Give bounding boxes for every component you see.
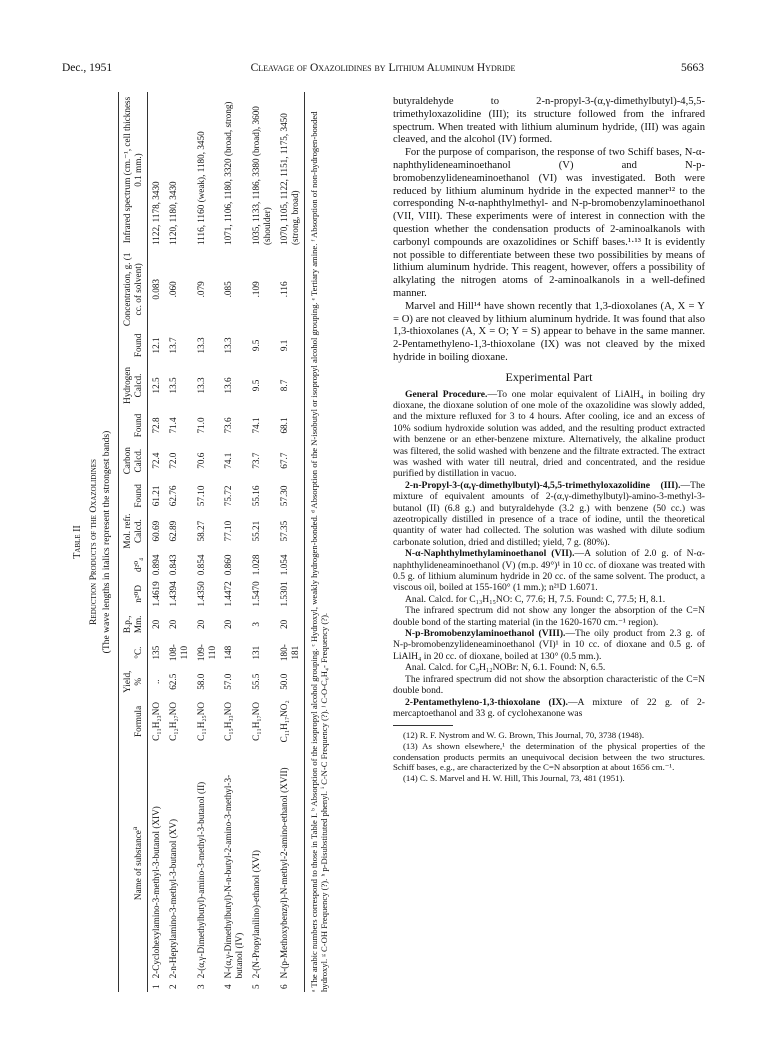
cell-yield: 50.0 (276, 666, 304, 697)
cell-nd: 1.5470 (251, 581, 262, 607)
table-row (148, 92, 165, 992)
cell-mr-found: 61.21 (151, 485, 162, 507)
cell-h-calcd: 8.7 (276, 360, 304, 411)
exp-text: —A mixture of 22 g. of 2-mercaptoethanol and 33 g. of cyclohexanone was (393, 696, 705, 719)
col-mr-found: Found (119, 481, 148, 511)
cell-nd: 1.5301 (276, 578, 304, 609)
cell-h-found: 13.7 (168, 337, 178, 354)
cell-bp-mm: 3 (251, 622, 262, 627)
table-row (248, 92, 276, 992)
cell-c-found: 68.1 (276, 411, 304, 441)
cell-h-calcd: 9.5 (251, 379, 262, 392)
exp-paragraph (393, 697, 705, 720)
col-bp-mm: B.p., Mm. (119, 610, 148, 640)
cell-c-calcd: 72.4 (151, 452, 162, 469)
exp-text: —The oily product from 2.3 g. of N-p-bromobenzylideneaminoethanol (VI)¹ in 10 cc. of dioxane and 0.5 g. of LiAlH₄ in 20 cc. of dioxane, boiled at 130° (0.5 mm.). (393, 628, 705, 662)
cell-name: N-(α,γ-Dimethylbutyl)-N-n-butyl-2-amino-3-methyl-3-butanol (IV) (223, 774, 245, 979)
exp-paragraph (393, 389, 705, 480)
table-caption: Table II (72, 525, 83, 559)
cell-h-calcd: 13.6 (223, 377, 234, 394)
cell-name: 2-(α,γ-Dimethylbutyl)-amino-3-methyl-3-butanol (II) (195, 781, 206, 979)
col-mr-calcd: Mol. refr. Calcd. (119, 511, 148, 552)
cell-bp-mm: 20 (151, 619, 162, 629)
table-footnotes: ᵃ The arabic numbers correspond to those in Table I. ᵇ Absorption of the isopropyl alcohol grouping. ᶜ Hydroxyl, weakly hydrogen-bonded. ᵈ Absorption of the N-isobutyl or isopropyl alcohol grouping. ᵉ Tertiary amine. ᶠ Absorption of non-hydrogen-bonded hydroxyl. ᵍ C-OH Frequency (?). ʰ p-Disubstituted phenyl. ⁱ C-N-C Frequency (?). ʲ C-O-C₆H₄- Frequency (?). (308, 111, 329, 992)
cell-no: 6 (276, 981, 304, 992)
cell-h-found: 9.5 (251, 339, 262, 352)
cell-conc: .085 (223, 281, 234, 298)
cell-h-found: 13.3 (223, 337, 234, 354)
exp-text: —A solution of 2.0 g. of N-α-naphthylideneaminoethanol (V) (m.p. 49°)¹ in 10 cc. of dioxane was treated with 0.5 g. of lithium aluminum hydride in 20 cc. of the same solvent. The product, a viscous oil, boiled at 155-160° (1 mm.); n²¹D 1.6071. (393, 548, 705, 594)
table-ii-region (64, 92, 382, 992)
cell-ir: 1116, 1160 (weak), 1180, 3450 (195, 131, 206, 245)
col-nd: n²⁰D (119, 578, 148, 609)
col-c-found: Found (119, 411, 148, 441)
cell-name: 2-n-Heptylamino-3-methyl-3-butanol (XV) (168, 818, 178, 979)
cell-ir: 1035, 1133, 1186, 3380 (broad), 3600 (shoulder) (251, 106, 273, 245)
body-paragraph: butyraldehyde to 2-n-propyl-3-(α,γ-dimethylbutyl)-4,5,5-trimethyloxazolidine (III); its structure followed from the infrared spectrum. When treated with lithium aluminum hydride, (III) was again cleaved, and the alcohol (IV) formed. (393, 96, 705, 146)
cell-bp-c: 131 (251, 645, 262, 660)
right-column (393, 96, 705, 783)
section-heading: Experimental Part (505, 369, 593, 384)
cell-ir: 1120, 1180, 3430 (168, 181, 178, 245)
cell-h-found: 9.1 (276, 331, 304, 361)
cell-bp-mm: 20 (223, 619, 234, 629)
header-title: Cleavage of Oxazolidines by Lithium Aluminum Hydride (250, 62, 516, 74)
cell-mr-found: 62.76 (168, 485, 178, 507)
exp-heading: N-α-Naphthylmethylaminoethanol (VII). (405, 548, 575, 560)
cell-d4: 1.054 (276, 552, 304, 579)
cell-bp-c: 180-181 (276, 639, 304, 666)
exp-heading: 2-Pentamethyleno-1,3-thioxolane (IX). (405, 696, 568, 708)
data-table (118, 92, 304, 992)
exp-paragraph (393, 548, 705, 594)
cell-c-found: 71.4 (168, 417, 178, 434)
cell-no: 2 (168, 984, 178, 989)
cell-d4: 0.894 (151, 554, 162, 576)
exp-heading: 2-n-Propyl-3-(α,γ-dimethylbutyl)-4,5,5-trimethyloxazolidine (III). (405, 479, 681, 491)
cell-nd: 1.4394 (168, 581, 178, 607)
analysis-line: Anal. Calcd. for C₉H₁₂NOBr: N, 6.1. Found: N, 6.5. (405, 662, 606, 674)
table-header-row (119, 92, 148, 992)
page-number: 5663 (681, 62, 704, 74)
col-name-footnote: a (130, 826, 140, 831)
cell-formula: C₁₁H₁₇NO₂ (276, 697, 304, 745)
cell-h-found: 12.1 (151, 337, 162, 354)
cell-mr-calcd: 58.27 (195, 520, 206, 542)
cell-bp-mm: 20 (195, 619, 206, 629)
cell-yield: 62.5 (168, 673, 178, 690)
cell-yield: 57.0 (223, 673, 234, 690)
cell-c-found: 73.6 (223, 417, 234, 434)
footnote-divider (393, 725, 453, 726)
cell-yield: 55.5 (251, 673, 262, 690)
running-header (62, 62, 704, 78)
cell-formula: C₁₅H₃₃NO (223, 701, 234, 741)
cell-c-found: 74.1 (251, 417, 262, 434)
col-ir: Infrared spectrum (cm.⁻¹, cell thickness 0.1 mm.) (119, 92, 148, 248)
table-note: (The wave lengths in italics represent the strongest bands) (101, 430, 113, 654)
exp-paragraph (393, 628, 705, 662)
cell-mr-calcd: 57.35 (276, 511, 304, 552)
cell-no: 3 (195, 984, 206, 989)
exp-paragraph (393, 480, 705, 548)
cell-nd: 1.4350 (195, 581, 206, 607)
col-name-label: Name of substance (133, 830, 144, 901)
cell-bp-c: 135 (151, 645, 162, 660)
col-d4: d²⁰₄ (119, 552, 148, 579)
cell-name: 2-Cyclohexylamino-3-methyl-3-butanol (XIV) (151, 806, 162, 979)
cell-mr-found: 57.30 (276, 481, 304, 511)
cell-bp-c: 109-110 (195, 644, 217, 662)
cell-c-calcd: 74.1 (223, 452, 234, 469)
cell-c-calcd: 73.7 (251, 452, 262, 469)
cell-d4: 1.028 (251, 554, 262, 576)
cell-c-found: 72.8 (151, 417, 162, 434)
cell-ir: 1122, 1178, 3430 (151, 181, 162, 245)
exp-heading: N-p-Bromobenzylaminoethanol (VIII). (405, 628, 566, 640)
cell-mr-calcd: 55.21 (251, 520, 262, 542)
cell-c-calcd: 72.0 (168, 452, 178, 469)
cell-nd: 1.4472 (223, 581, 234, 607)
col-conc: Concentration, g. (1 cc. of solvent) (119, 248, 148, 331)
cell-conc: .116 (276, 248, 304, 331)
cell-h-calcd: 13.5 (168, 377, 178, 394)
body-paragraph: Marvel and Hill¹⁴ have shown recently that 1,3-dioxolanes (A, X = Y = O) are not cleaved by lithium aluminum hydride. It was found that also 1,3-thioxolanes (A, X = O; Y = S) appear to behave in the same manner. 2-Pentamethyleno-1,3-thioxolane (IX) was not cleaved by the mixed hydride in boiling dioxane. (393, 300, 705, 363)
cell-conc: 0.083 (151, 278, 162, 300)
cell-formula: C₁₁H₂₅NO (195, 701, 206, 741)
cell-bp-c: 108-110 (168, 644, 189, 662)
cell-no: 4 (223, 984, 234, 989)
cell-mr-calcd: 62.89 (168, 520, 178, 542)
exp-paragraph: The infrared spectrum did not show the absorption characteristic of the C=N double bond. (393, 673, 705, 697)
analysis-line: Anal. Calcd. for C₁₃H₁₅NO: C, 77.6; H, 7.5. Found: C, 77.5; H, 8.1. (405, 593, 666, 605)
cell-h-found: 13.3 (195, 337, 206, 354)
col-h-calcd: Hydrogen Calcd. (119, 360, 148, 411)
cell-mr-found: 75.72 (223, 485, 234, 507)
table-body (148, 92, 304, 992)
reference: (12) R. F. Nystrom and W. G. Brown, This Journal, 70, 3738 (1948). (403, 730, 645, 741)
cell-bp-mm: 20 (276, 610, 304, 640)
col-formula: Formula (119, 697, 148, 745)
cell-formula: C₁₂H₂₇NO (168, 701, 178, 741)
cell-h-calcd: 13.3 (195, 377, 206, 394)
col-h-found: Found (119, 331, 148, 361)
reference: (13) As shown elsewhere,¹ the determination of the physical properties of the condensation products permits an unequivocal decision between the two structures. Schiff bases, e.g., are characterized by the C=N absorption at about 1656 cm.⁻¹. (393, 740, 705, 773)
cell-bp-mm: 20 (168, 619, 178, 629)
cell-conc: .079 (195, 281, 206, 298)
reference: (14) C. S. Marvel and H. W. Hill, This Journal, 73, 481 (1951). (403, 772, 625, 783)
exp-paragraph: The infrared spectrum did not show any longer the absorption of the C=N double bond of the starting material (in the 1620-1670 cm.⁻¹ region). (393, 605, 705, 628)
cell-mr-found: 55.16 (251, 485, 262, 507)
cell-nd: 1.4619 (151, 581, 162, 607)
cell-name: N-(p-Methoxybenzyl)-N-methyl-2-amino-ethanol (XVII) (276, 745, 304, 981)
cell-conc: .109 (251, 281, 262, 298)
table-row (165, 92, 193, 992)
cell-c-calcd: 67.7 (276, 440, 304, 481)
cell-d4: 0.854 (195, 554, 206, 576)
table-row (193, 92, 221, 992)
col-bp-c: °C. (119, 639, 148, 666)
body-paragraph: For the purpose of comparison, the response of two Schiff bases, N-α-naphthylideneaminoethanol (V) and N-p-bromobenzylideneaminoethanol (VI) was investigated. Both were reduced by lithium aluminum hydride in the expected manner¹² to the corresponding N-α-naphthylmethyl- and N-p-bromobenzylaminoethanol (VII, VIII). These experiments were of interest in connection with the question whether the condensation products of 2-aminoalkanols with carbonyl compounds are oxazolidines or Schiff bases.¹·¹³ It is evidently not possible to differentiate between these two possibilities by means of lithium aluminum hydride. This reagent, however, offers a possibility of alkylating the nitrogen atoms of 2-aminoalkanols in a well-defined manner. (393, 147, 705, 299)
cell-h-calcd: 12.5 (151, 377, 162, 394)
col-no (119, 981, 148, 992)
cell-formula: C₁₁H₂₃NO (151, 701, 162, 741)
col-yield: Yield, % (119, 666, 148, 697)
cell-mr-calcd: 60.69 (151, 520, 162, 542)
cell-d4: 0.860 (223, 554, 234, 576)
exp-text: —To one molar equivalent of LiAlH₄ in boiling dry dioxane, the dioxane solution of one mole of the oxazolidine was slowly added, and the mixture refluxed for 3 to 4 hours. After cooling, ice and an excess of 10% sodium hydroxide solution was added, and the resulting product extracted with benzene or an ether-benzene mixture. Alternatively, the alkaline product was filtered, the solid washed with benzene and the filtrate extracted. The extract was washed with water till neutral, dried and concentrated, and the residue purified by distillation in vacuo. (393, 388, 705, 480)
table-title: Reduction Products of the Oxazolidines (87, 459, 99, 625)
exp-text: —The mixture of equivalent amounts of 2-(α,γ-dimethylbutyl)-amino-3-methyl-3-butanol (II) (6.8 g.) and butyraldehyde (3.2 g.) with benzene (50 cc.) was azeotropically distilled in presence of a trace of iodine, until the theoretical quantity of water had collected. The solution was washed with dilute sodium carbonate solution, dried and distilled; yield, 7 g. (80%). (393, 479, 705, 548)
cell-name: 2-(N-Propylanilino)-ethanol (XVI) (251, 850, 262, 979)
cell-ir: 1070, 1105, 1122, 1151, 1175, 3450 (strong, broad) (276, 92, 304, 248)
cell-c-calcd: 70.6 (195, 452, 206, 469)
cell-bp-c: 148 (223, 645, 234, 660)
cell-ir: 1071, 1106, 1180, 3320 (broad, strong) (223, 101, 234, 245)
cell-no: 5 (251, 984, 262, 989)
cell-yield: 58.0 (195, 673, 206, 690)
cell-yield: .. (151, 679, 162, 685)
cell-c-found: 71.0 (195, 417, 206, 434)
col-c-calcd: Carbon Calcd. (119, 440, 148, 481)
cell-mr-calcd: 77.10 (223, 520, 234, 542)
cell-d4: 0.843 (168, 554, 178, 576)
col-name (119, 745, 148, 981)
table-row (220, 92, 248, 992)
header-date: Dec., 1951 (62, 62, 113, 74)
cell-conc: .060 (168, 281, 178, 298)
table-row (276, 92, 304, 992)
table-ii (64, 92, 382, 992)
cell-formula: C₁₁H₁₇NO (251, 701, 262, 741)
cell-mr-found: 57.10 (195, 485, 206, 507)
exp-heading: General Procedure. (405, 388, 488, 400)
cell-no: 1 (151, 984, 162, 989)
